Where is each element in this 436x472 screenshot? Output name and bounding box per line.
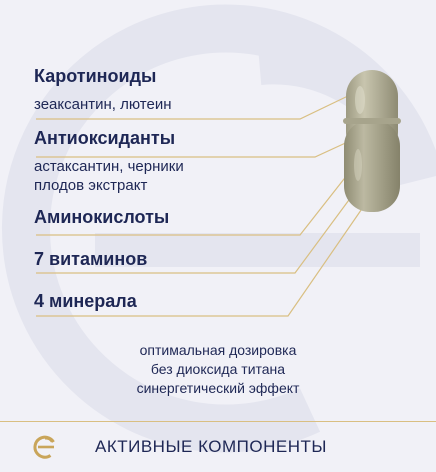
- notes-block: [0, 341, 436, 398]
- footer-divider: [0, 421, 436, 422]
- note-dosage: оптимальная дозировка: [139, 342, 297, 358]
- footer-title: АКТИВНЫЕ КОМПОНЕНТЫ: [95, 437, 327, 456]
- note-synergy: синергетический эффект: [136, 380, 300, 396]
- component-title-carotenoids: Каротиноиды: [34, 66, 157, 86]
- component-subtitle-antioxidants-line1: астаксантин, черники: [34, 158, 184, 175]
- component-subtitle-carotenoids: зеаксантин, лютеин: [34, 96, 172, 113]
- component-title-antioxidants: Антиоксиданты: [34, 128, 176, 148]
- component-subtitle-antioxidants-line2: плодов экстракт: [34, 177, 148, 194]
- component-title-amino-acids: Аминокислоты: [34, 207, 170, 227]
- component-title-minerals: 4 минерала: [34, 291, 137, 311]
- note-no-titanium: без диоксида титана: [150, 361, 286, 377]
- component-title-vitamins: 7 витаминов: [34, 249, 148, 269]
- brand-logo-icon: [32, 434, 58, 460]
